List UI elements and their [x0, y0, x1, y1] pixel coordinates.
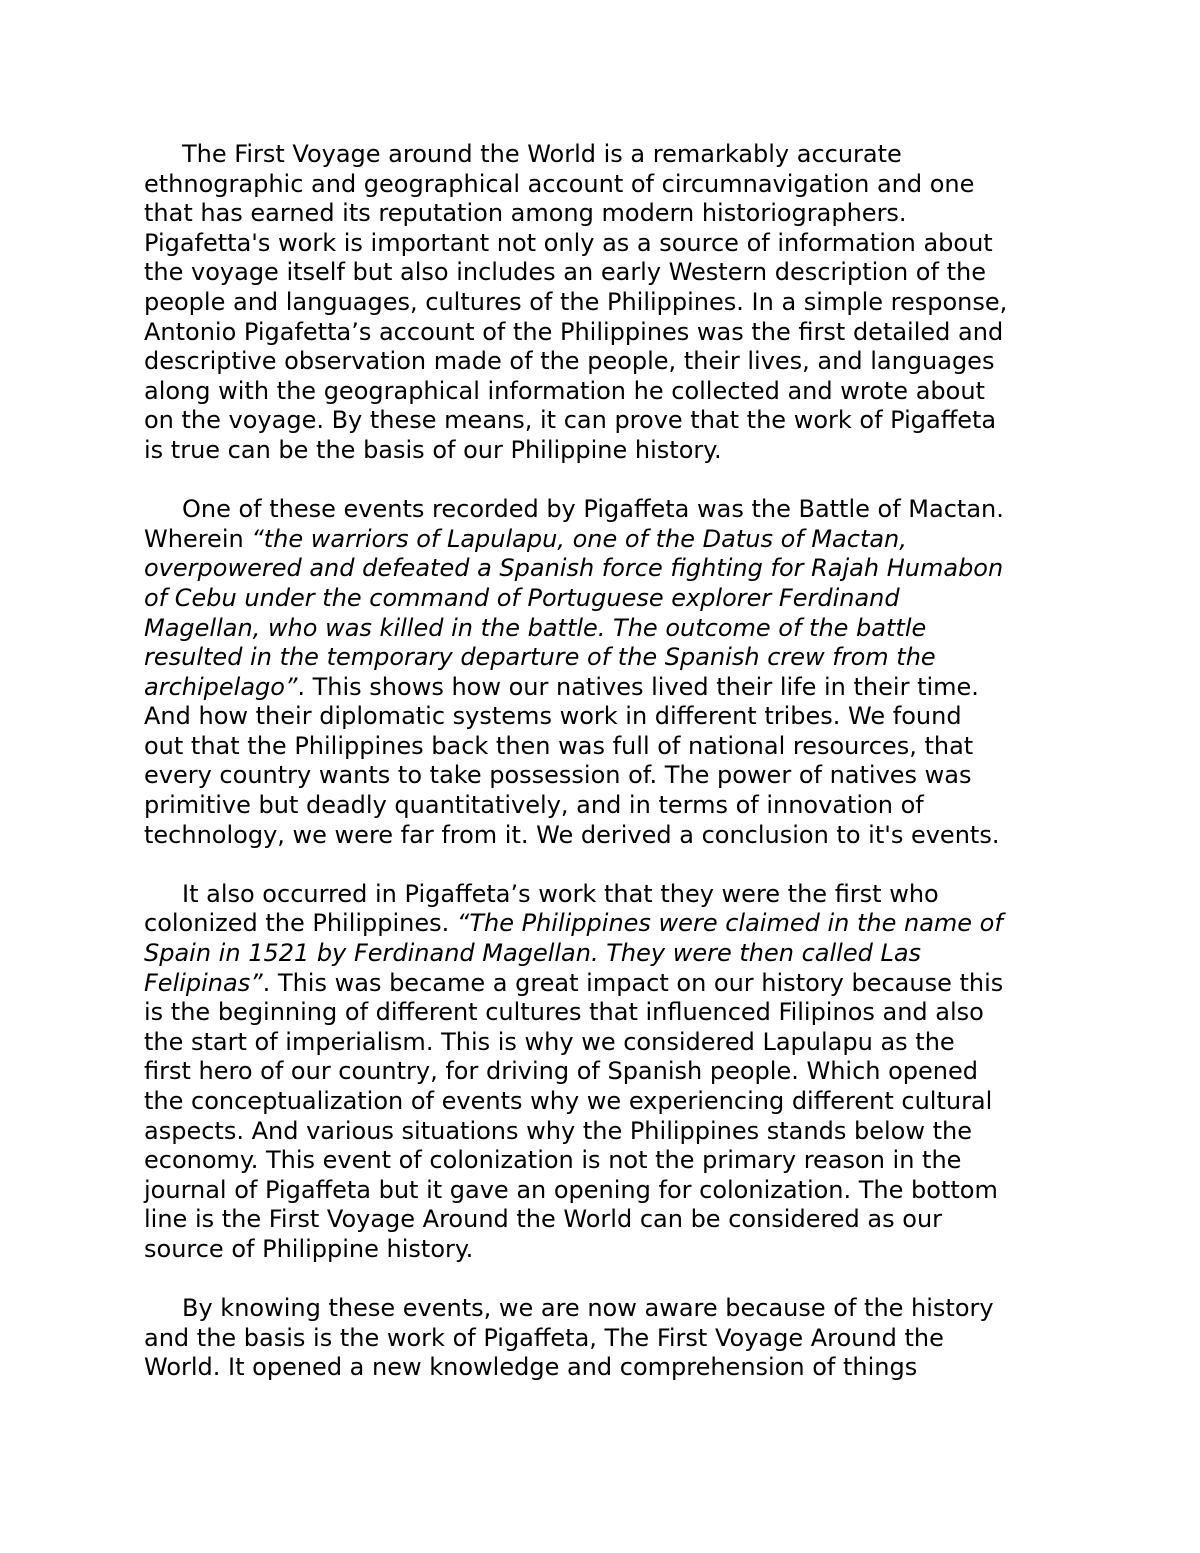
text-line — [144, 554, 1074, 584]
body-text: on the voyage. By these means, it can prove that the work of Pigaffeta — [144, 406, 997, 435]
text-line — [144, 1117, 1074, 1147]
text-line — [144, 199, 1074, 229]
text-line — [144, 525, 1074, 555]
body-text: that has earned its reputation among modern historiographers. — [144, 199, 907, 228]
paragraph-gap — [144, 850, 1074, 880]
body-text: The First Voyage around the World is a remarkably accurate — [182, 140, 902, 168]
text-line — [144, 1324, 1074, 1354]
text-line — [144, 584, 1074, 614]
quoted-text: overpowered and defeated a Spanish force fighting for Rajah Humabon — [144, 554, 1004, 583]
body-text: first hero of our country, for driving of Spanish people. Which opened — [144, 1057, 978, 1086]
text-line — [144, 406, 1074, 436]
body-text: . This shows how our natives lived their life in their time. — [297, 672, 979, 701]
text-line — [144, 1087, 1074, 1117]
text-line — [144, 880, 1074, 910]
body-text: And how their diplomatic systems work in different tribes. We found — [144, 702, 962, 731]
body-text: aspects. And various situations why the Philippines stands below the — [144, 1116, 972, 1145]
body-text: the conceptualization of events why we experiencing different cultural — [144, 1087, 993, 1115]
body-text: line is the First Voyage Around the World can be considered as our — [144, 1205, 943, 1234]
body-text: every country wants to take possession of. The power of natives was — [144, 761, 972, 790]
quoted-text: of Cebu under the command of Portuguese explorer Ferdinand — [144, 583, 900, 612]
body-text: and the basis is the work of Pigaffeta, The First Voyage Around the — [144, 1323, 944, 1352]
paragraph — [144, 495, 1074, 850]
text-line — [144, 909, 1074, 939]
body-text: the start of imperialism. This is why we considered Lapulapu as the — [144, 1027, 955, 1056]
text-line — [144, 288, 1074, 318]
body-text: It also occurred in Pigaffeta’s work that they were the first who — [182, 879, 939, 908]
text-line — [144, 969, 1074, 999]
text-line — [144, 1057, 1074, 1087]
text-line — [144, 1294, 1074, 1324]
text-line — [144, 1176, 1074, 1206]
body-text: . This was became a great impact on our history because this — [262, 968, 1004, 997]
body-text: World. It opened a new knowledge and comprehension of things — [144, 1353, 918, 1382]
document-body — [144, 140, 1074, 1383]
text-line — [144, 377, 1074, 407]
body-text: along with the geographical information he collected and wrote about — [144, 376, 985, 405]
text-line — [144, 140, 1074, 170]
paragraph — [144, 140, 1074, 466]
text-line — [144, 1353, 1074, 1383]
quoted-text: archipelago” — [144, 672, 298, 701]
body-text: the voyage itself but also includes an early Western description of the — [144, 258, 986, 287]
paragraph — [144, 1294, 1074, 1383]
text-line — [144, 614, 1074, 644]
body-text: technology, we were far from it. We derived a conclusion to it's events. — [144, 820, 1000, 849]
quoted-text: resulted in the temporary departure of the Spanish crew from the — [144, 643, 936, 672]
text-line — [144, 791, 1074, 821]
text-line — [144, 347, 1074, 377]
body-text: is the beginning of different cultures that influenced Filipinos and also — [144, 998, 984, 1027]
text-line — [144, 229, 1074, 259]
paragraph — [144, 880, 1074, 1265]
text-line — [144, 673, 1074, 703]
text-line — [144, 1205, 1074, 1235]
body-text: economy. This event of colonization is not the primary reason in the — [144, 1146, 962, 1175]
text-line — [144, 702, 1074, 732]
text-line — [144, 318, 1074, 348]
text-line — [144, 821, 1074, 851]
paragraph-gap — [144, 466, 1074, 496]
body-text: By knowing these events, we are now aware because of the history — [182, 1294, 994, 1323]
body-text: journal of Pigaffeta but it gave an opening for colonization. The bottom — [144, 1175, 998, 1204]
quoted-text: Spain in 1521 by Ferdinand Magellan. They were then called Las — [144, 939, 922, 968]
text-line — [144, 1028, 1074, 1058]
text-line — [144, 939, 1074, 969]
body-text: source of Philippine history. — [144, 1234, 474, 1263]
text-line — [144, 258, 1074, 288]
body-text: Antonio Pigafetta’s account of the Philippines was the first detailed and — [144, 317, 1004, 346]
body-text: One of these events recorded by Pigaffeta was the Battle of Mactan. — [182, 495, 1004, 524]
body-text: ethnographic and geographical account of circumnavigation and one — [144, 169, 975, 198]
text-line — [144, 436, 1074, 466]
paragraph-gap — [144, 1265, 1074, 1295]
body-text: Pigafetta's work is important not only as a source of information about — [144, 228, 993, 257]
quoted-text: Felipinas” — [144, 968, 263, 997]
body-text: people and languages, cultures of the Philippines. In a simple response, — [144, 287, 1008, 316]
text-line — [144, 643, 1074, 673]
quoted-text: “The Philippines were claimed in the name of — [456, 909, 1003, 938]
body-text: is true can be the basis of our Philippine history. — [144, 435, 722, 464]
text-line — [144, 998, 1074, 1028]
quoted-text: Magellan, who was killed in the battle. The outcome of the battle — [144, 613, 927, 642]
text-line — [144, 732, 1074, 762]
body-text: Wherein — [144, 524, 252, 553]
body-text: out that the Philippines back then was full of national resources, that — [144, 731, 974, 760]
body-text: primitive but deadly quantitatively, and in terms of innovation of — [144, 791, 924, 820]
text-line — [144, 1235, 1074, 1265]
body-text: descriptive observation made of the people, their lives, and languages — [144, 347, 995, 376]
text-line — [144, 495, 1074, 525]
text-line — [144, 761, 1074, 791]
text-line — [144, 170, 1074, 200]
text-line — [144, 1146, 1074, 1176]
quoted-text: “the warriors of Lapulapu, one of the Datus of Mactan, — [251, 524, 907, 553]
body-text: colonized the Philippines. — [144, 909, 457, 938]
